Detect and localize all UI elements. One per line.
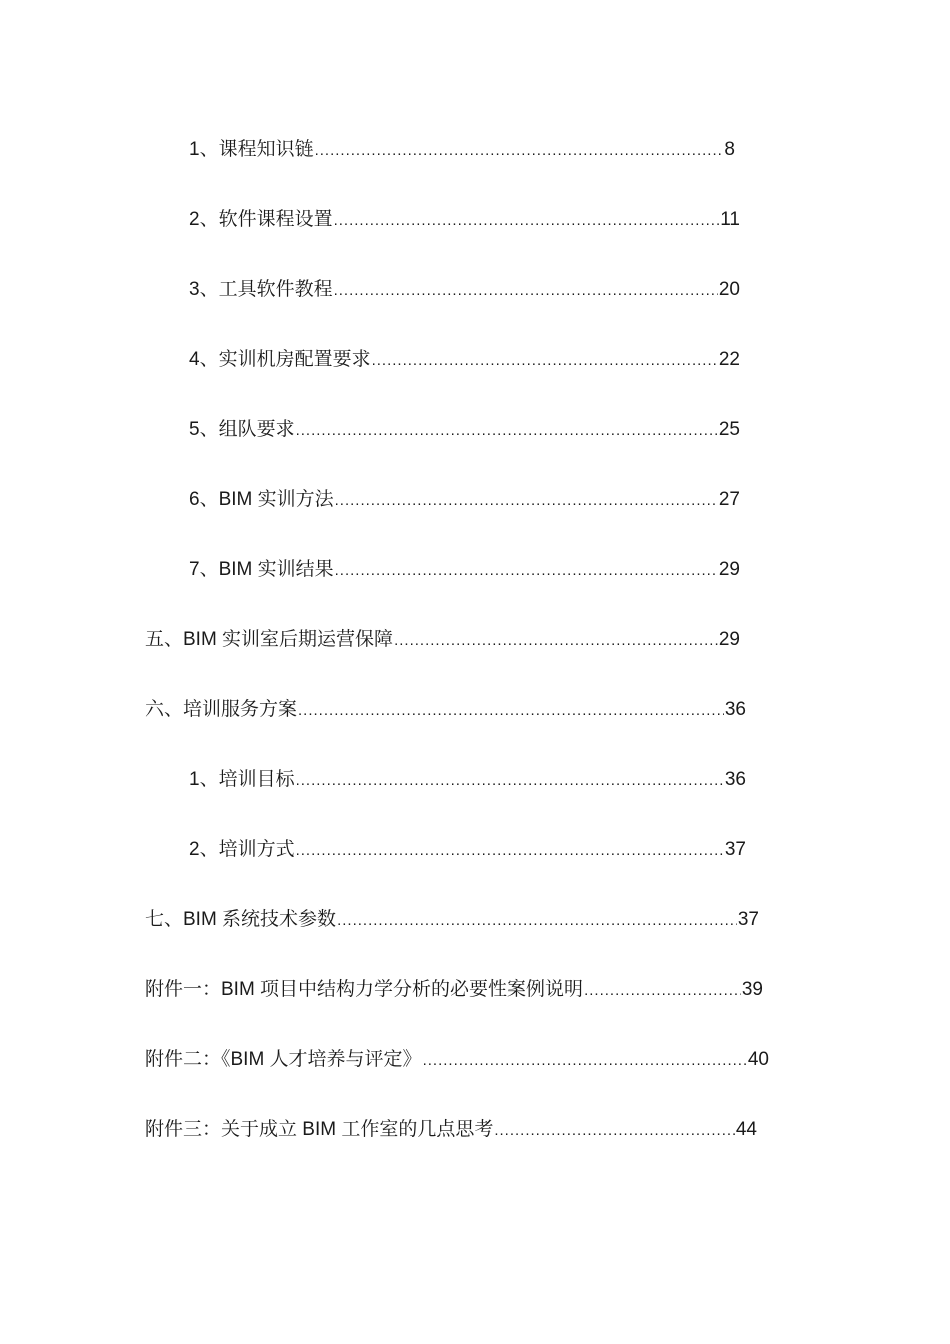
toc-entry[interactable] bbox=[189, 838, 746, 863]
toc-dot-leader bbox=[315, 139, 724, 163]
toc-dot-leader bbox=[584, 979, 741, 1003]
toc-entry-title: 6、BIM 实训方法 bbox=[189, 489, 334, 510]
toc-page-number: 37 bbox=[737, 909, 759, 930]
toc-entry[interactable] bbox=[189, 558, 740, 583]
toc-entry[interactable] bbox=[189, 138, 735, 163]
toc-entry[interactable] bbox=[145, 1118, 757, 1143]
toc-entry[interactable] bbox=[145, 978, 763, 1003]
toc-entry-title: 附件二：《BIM 人才培养与评定》 bbox=[145, 1049, 422, 1070]
toc-page-number: 29 bbox=[718, 629, 740, 650]
toc-dot-leader bbox=[335, 489, 718, 513]
toc-entry-title: 2、培训方式 bbox=[189, 839, 295, 860]
toc-page-number: 11 bbox=[720, 209, 740, 230]
toc-entry[interactable] bbox=[145, 908, 759, 933]
toc-dot-leader bbox=[334, 209, 720, 233]
toc-page-number: 27 bbox=[718, 489, 740, 510]
toc-page-number: 22 bbox=[718, 349, 740, 370]
toc-entry-title: 五、BIM 实训室后期运营保障 bbox=[145, 629, 394, 650]
toc-page-number: 20 bbox=[718, 279, 740, 300]
toc-entry-title: 1、课程知识链 bbox=[189, 139, 314, 160]
toc-page-number: 25 bbox=[718, 419, 740, 440]
toc-dot-leader bbox=[296, 769, 724, 793]
toc-entry[interactable] bbox=[145, 698, 746, 723]
toc-page-number: 39 bbox=[741, 979, 763, 1000]
toc-entry[interactable] bbox=[189, 768, 746, 793]
toc-page-number: 8 bbox=[724, 139, 735, 160]
toc-entry[interactable] bbox=[189, 418, 740, 443]
toc-entry-title: 附件三：关于成立 BIM 工作室的几点思考 bbox=[145, 1119, 494, 1140]
toc-dot-leader bbox=[334, 279, 718, 303]
toc-dot-leader bbox=[298, 699, 724, 723]
toc-page-number: 37 bbox=[724, 839, 746, 860]
toc-dot-leader bbox=[423, 1049, 747, 1073]
toc-entry-title: 3、工具软件教程 bbox=[189, 279, 333, 300]
toc-page-number: 40 bbox=[747, 1049, 769, 1070]
toc-entry-title: 5、组队要求 bbox=[189, 419, 295, 440]
toc-entry[interactable] bbox=[189, 488, 740, 513]
toc-dot-leader bbox=[372, 349, 718, 373]
toc-entry-title: 七、BIM 系统技术参数 bbox=[145, 909, 337, 930]
toc-entry-title: 2、软件课程设置 bbox=[189, 209, 333, 230]
toc-page-number: 44 bbox=[735, 1119, 757, 1140]
toc-entry[interactable] bbox=[189, 348, 740, 373]
toc-entry-title: 7、BIM 实训结果 bbox=[189, 559, 334, 580]
toc-entry[interactable] bbox=[145, 1048, 769, 1073]
toc-page-number: 36 bbox=[724, 699, 746, 720]
toc-dot-leader bbox=[337, 909, 737, 933]
toc-dot-leader bbox=[296, 419, 718, 443]
toc-entry[interactable] bbox=[189, 208, 740, 233]
toc-entry-title: 4、实训机房配置要求 bbox=[189, 349, 371, 370]
toc-dot-leader bbox=[494, 1119, 735, 1143]
toc-entry-title: 六、培训服务方案 bbox=[145, 699, 298, 720]
toc-page-number: 36 bbox=[724, 769, 746, 790]
toc-page-number: 29 bbox=[718, 559, 740, 580]
toc-entry[interactable] bbox=[189, 278, 740, 303]
toc-dot-leader bbox=[296, 839, 724, 863]
toc-dot-leader bbox=[335, 559, 718, 583]
toc-entry-title: 附件一：BIM 项目中结构力学分析的必要性案例说明 bbox=[145, 979, 584, 1000]
toc-dot-leader bbox=[394, 629, 718, 653]
toc-entry[interactable] bbox=[145, 628, 740, 653]
toc-entry-title: 1、培训目标 bbox=[189, 769, 295, 790]
